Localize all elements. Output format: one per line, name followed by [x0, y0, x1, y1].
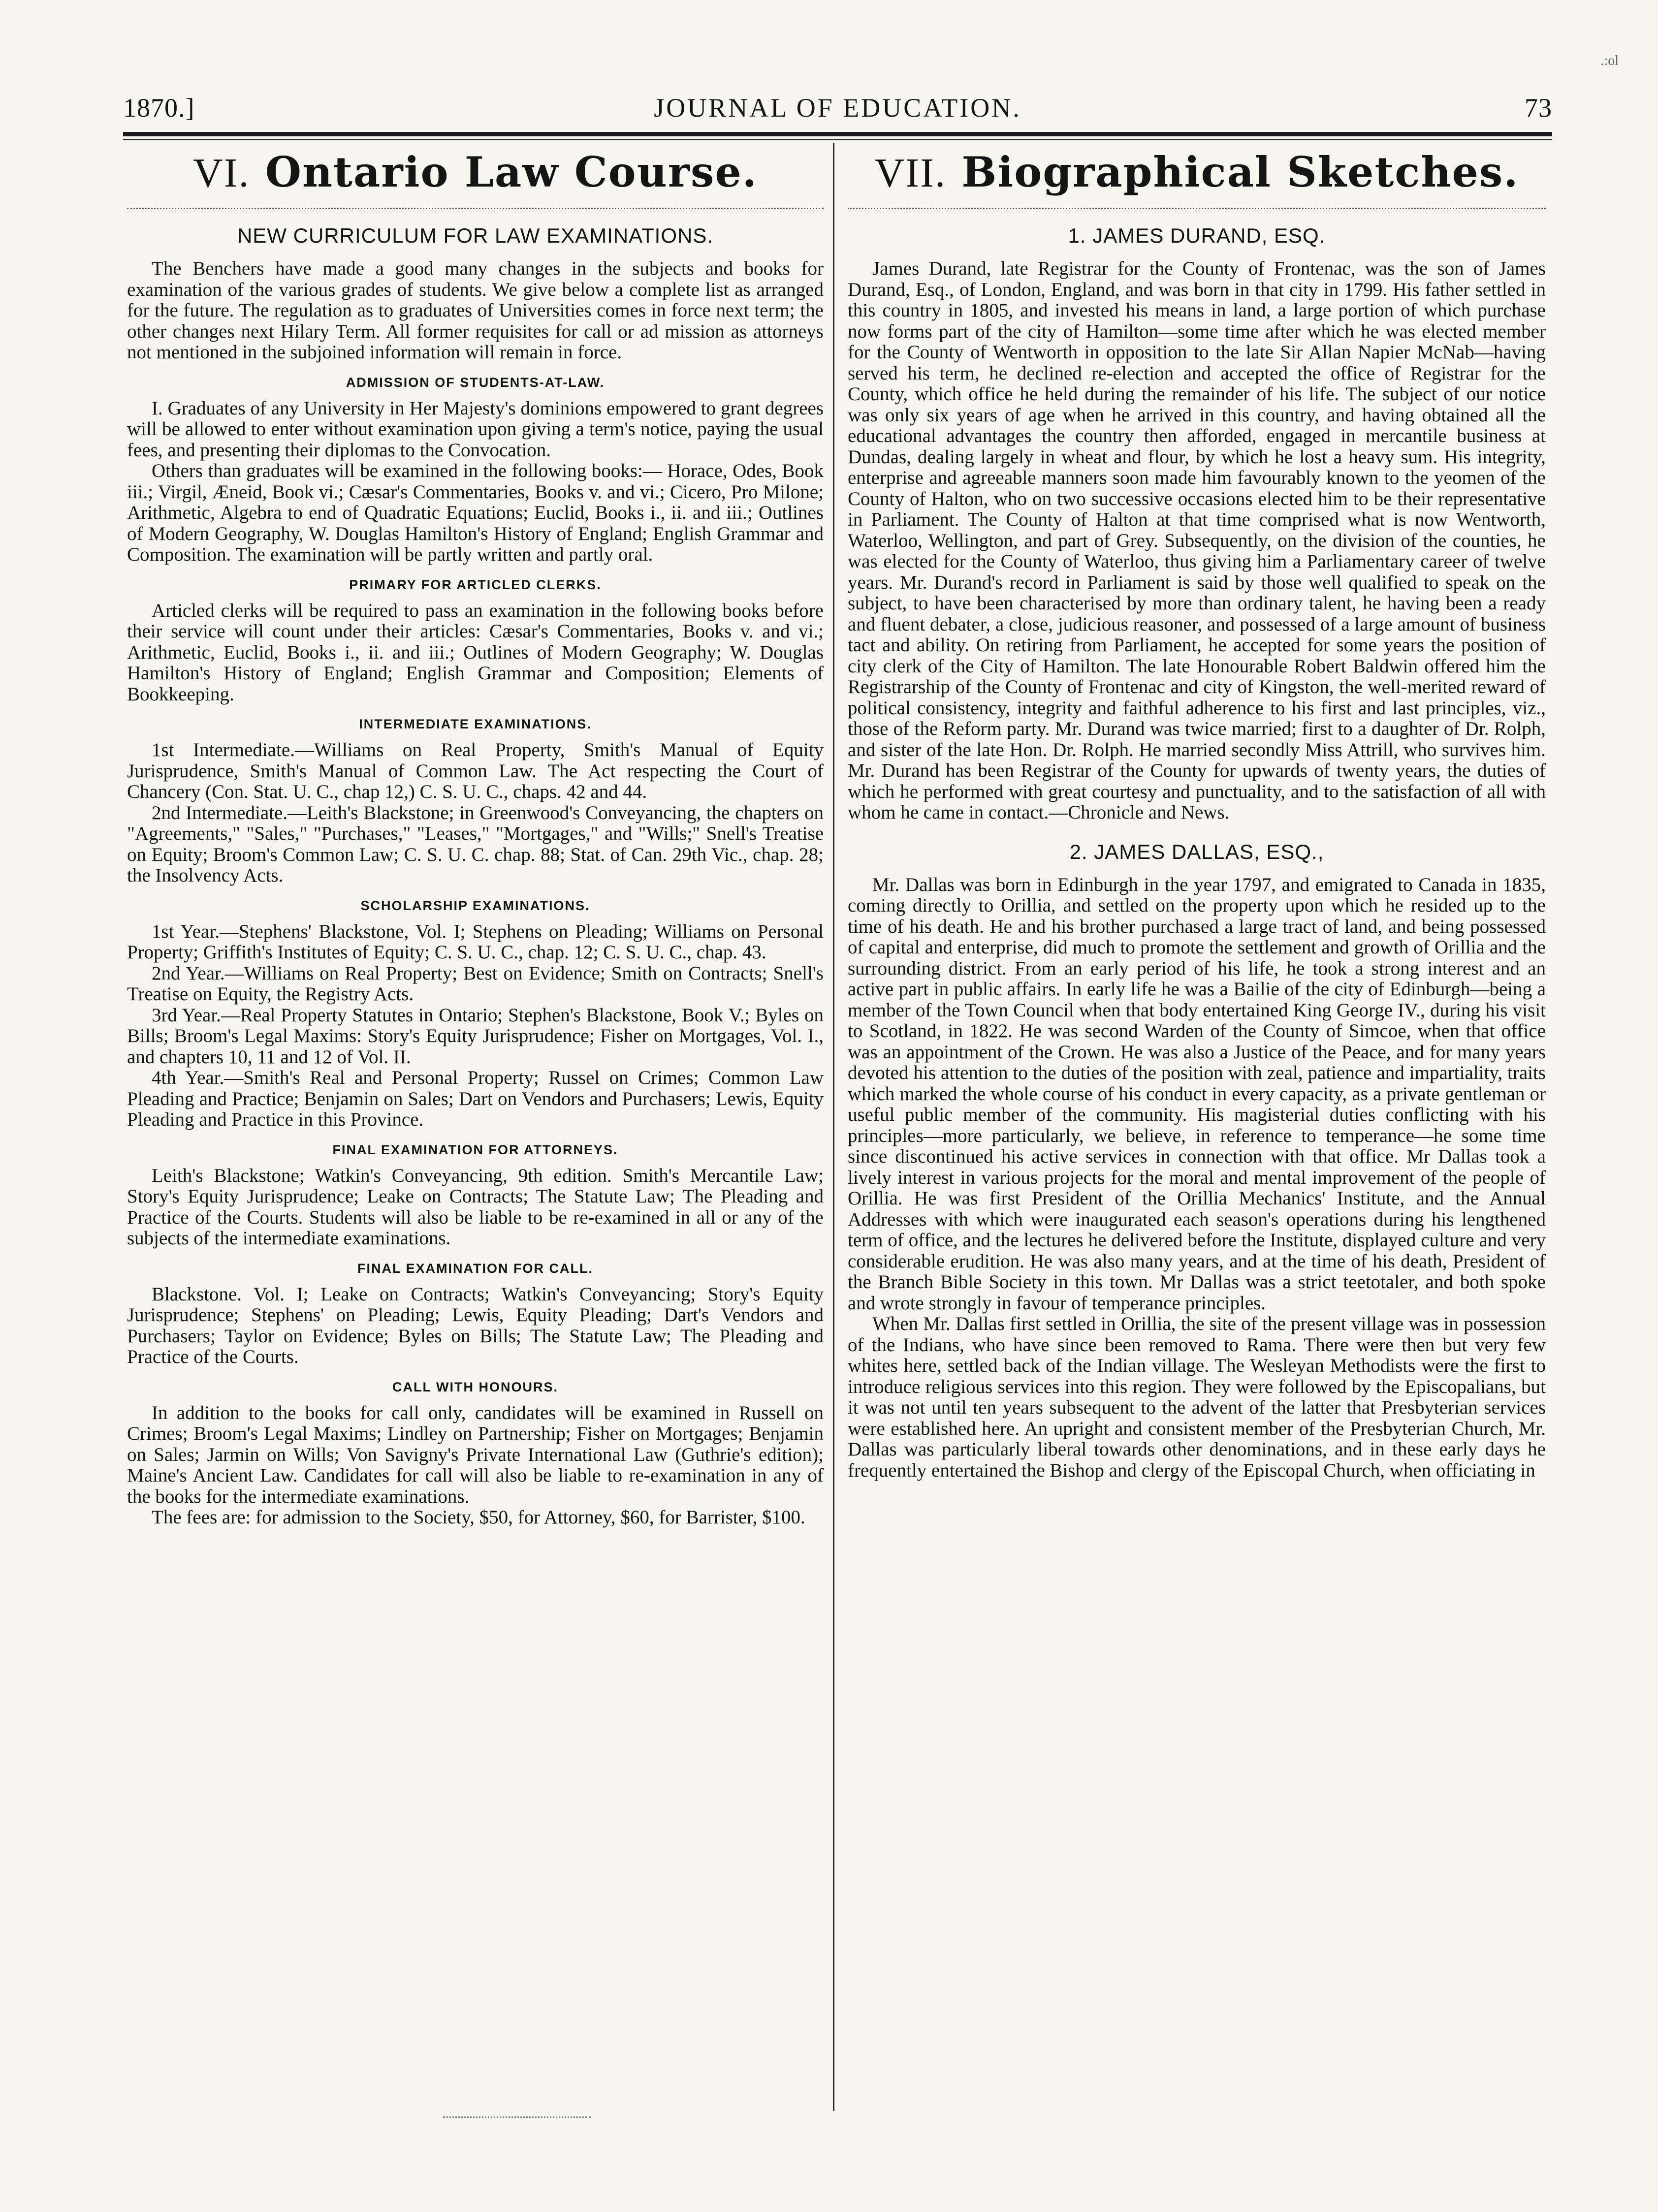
- paragraph-durand: James Durand, late Registrar for the County of Frontenac, was the son of James Durand, Esq., of London, England, and was born in that city in 1799. His father settled in this country in 1805, and invested his means in land, a large portion of which purchase now forms part of the city of Hamilton—some time after which he was elected member for the County of Wentworth in opposition to the late Sir Allan Napier McNab—having served his term, he declined re-election and accepted the office of Registrar for the County, which office he held during the remainder of his life. The subject of our notice was only six years of age when he arrived in this country, and having obtained all the educational advantages the country then afforded, engaged in mercantile business at Dundas, dealing largely in wheat and flour, by which he lost a heavy sum. His integrity, enterprise and agreeable manners soon made him favourably known to the yeomen of the County of Halton, who on two successive occasions elected him to be their representative in Parliament. The County of Halton at that time comprised what is now Wentworth, Waterloo, Wellington, and part of Grey. Subsequently, on the division of the counties, he was elected for the County of Waterloo, thus giving him a Parliamentary career of twelve years. Mr. Durand's record in Parliament is said by those well qualified to speak on the subject, to have been characterised by more than ordinary talent, he having been a ready and fluent debater, a close, judicious reasoner, and possessed of a large amount of business tact and ability. On retiring from Parliament, he accepted for some years the position of city clerk of the City of Hamilton. The late Honourable Robert Baldwin offered him the Registrarship of the County of Frontenac and city of Kingston, the well-merited reward of political consistency, integrity and faithful adherence to his first and last principles, viz., those of the Reform party. Mr. Durand was twice married; first to a daughter of Dr. Rolph, and sister of the late Hon. Dr. Rolph. He married secondly Miss Attrill, who survives him. Mr. Durand has been Registrar of the County for upwards of twenty years, the duties of which he performed with great courtesy and punctuality, and to the satisfaction of all with whom he came in contact.—Chronicle and News.: [848, 258, 1546, 823]
- paragraph-dallas-2: When Mr. Dallas first settled in Orillia, the site of the present village was in possession of the Indians, who have since been removed to Rama. There were then but very few whites here, settled back of the Indian village. The Wesleyan Methodists were the first to introduce religious services into this region. They were followed by the Episcopalians, but it was not until ten years subsequent to the advent of the latter that Presbyterian services were established here. An upright and consistent member of the Presbyterian Church, Mr. Dallas was particularly liberal towards other denominations, and in these early days he frequently entertained the Bishop and clergy of the Episcopal Church, when officiating in: [848, 1313, 1546, 1481]
- corner-mark: .:ol: [1600, 53, 1619, 68]
- article-heading: NEW CURRICULUM FOR LAW EXAMINATIONS.: [237, 224, 714, 247]
- paragraph-admission-2: Others than graduates will be examined in the following books:— Horace, Odes, Book iii.; Virgil, Æneid, Book vi.; Cæsar's Commentaries, Books v. and vi.; Cicero, Pro Milone; Arithmetic, Algebra to end of Quadratic Equations; Euclid, Books i., ii. and iii.; Outlines of Modern Geography, W. Douglas Hamilton's History of England; English Grammar and Composition. The examination will be partly written and partly oral.: [127, 460, 824, 565]
- paragraph-scholarship-1: 1st Year.—Stephens' Blackstone, Vol. I; Stephens on Pleading; Williams on Personal Property; Griffith's Institutes of Equity; C. S. U. C., chap. 12; C. S. U. C., chap. 43.: [127, 920, 824, 963]
- paragraph-scholarship-4: 4th Year.—Smith's Real and Personal Property; Russel on Crimes; Common Law Pleading and Practice; Benjamin on Sales; Dart on Vendors and Purchasers; Lewis, Equity Pleading and Practice in this Province.: [127, 1067, 824, 1130]
- paragraph-scholarship-2: 2nd Year.—Williams on Real Property; Best on Evidence; Smith on Contracts; Snell's Treatise on Equity, the Registry Acts.: [127, 962, 824, 1005]
- paragraph-primary: Articled clerks will be required to pass an examination in the following books before their service will count under their articles: Cæsar's Commentaries, Books v. and vi.; Arithmetic, Euclid, Books i., ii. and iii.; Outlines of Modern Geography; W. Douglas Hamilton's History of England; English Grammar and Composition; Elements of Bookkeeping.: [127, 600, 824, 705]
- page-header: [123, 93, 1552, 132]
- paragraph-intro: The Benchers have made a good many changes in the subjects and books for examination of the various grades of students. We give below a complete list as arranged for the future. The regulation as to graduates of Universities comes in force next term; the other changes next Hilary Term. All former requisites for call or ad mission as attorneys not mentioned in the subjoined information will remain in force.: [127, 258, 824, 363]
- right-column: [848, 148, 1546, 1481]
- paragraph-final-attorneys: Leith's Blackstone; Watkin's Conveyancing, 9th edition. Smith's Mercantile Law; Story's Equity Jurisprudence; Leake on Contracts; The Statute Law; The Pleading and Practice of the Courts. Students will also be liable to be re-examined in all or any of the subjects of the intermediate examinations.: [127, 1165, 824, 1249]
- left-column: [127, 148, 824, 1528]
- header-rule-thick: [123, 132, 1552, 136]
- paragraph-intermediate-1: 1st Intermediate.—Williams on Real Property, Smith's Manual of Equity Jurisprudence, Smith's Manual of Common Law. The Act respecting the Court of Chancery (Con. Stat. U. C., chap 12,) C. S. U. C., chaps. 42 and 44.: [127, 739, 824, 802]
- header-rule-thin: [123, 139, 1552, 140]
- article-heading-dallas: 2. JAMES DALLAS, ESQ.,: [1069, 840, 1324, 863]
- subhead-honours: CALL WITH HONOURS.: [392, 1379, 558, 1394]
- header-journal-title: JOURNAL OF EDUCATION.: [654, 93, 1021, 123]
- header-year: 1870.]: [123, 93, 195, 123]
- subhead-final-call: FINAL EXAMINATION FOR CALL.: [357, 1261, 593, 1276]
- paragraph-intermediate-2: 2nd Intermediate.—Leith's Blackstone; in Greenwood's Conveyancing, the chapters on "Agreements," "Sales," "Purchases," "Leases," "Mortgages," and "Wills;" Snell's Treatise on Equity; Broom's Common Law; C. S. U. C. chap. 88; Stat. of Can. 29th Vic., chap. 28; the Insolvency Acts.: [127, 802, 824, 886]
- subhead-primary: PRIMARY FOR ARTICLED CLERKS.: [349, 577, 602, 592]
- section-title-text: Ontario Law Course.: [265, 148, 758, 196]
- bottom-smudge: [443, 2117, 591, 2120]
- subhead-scholarship: SCHOLARSHIP EXAMINATIONS.: [360, 898, 590, 913]
- section-divider: [127, 208, 824, 209]
- section-number: VI.: [192, 150, 250, 196]
- column-divider: [833, 143, 834, 2111]
- subhead-intermediate: INTERMEDIATE EXAMINATIONS.: [359, 717, 592, 731]
- paragraph-dallas-1: Mr. Dallas was born in Edinburgh in the year 1797, and emigrated to Canada in 1835, coming directly to Orillia, and settled on the property upon which he resided up to the time of his death. He and his brother purchased a large tract of land, and being possessed of capital and enterprise, did much to promote the settlement and growth of Orillia and the surrounding district. From an early period of his life, he took a strong interest and an active part in public affairs. In early life he was a Bailie of the city of Edinburgh—being a member of the Town Council when that body entertained King George IV., during his visit to Scotland, in 1822. He was second Warden of the County of Simcoe, when that office was an appointment of the Crown. He was also a Justice of the Peace, and for many years devoted his attention to the duties of the position with zeal, patience and impartiality, traits which marked the whole course of his conduct in every capacity, as a private gentleman or useful public member of the community. His magisterial duties conflicting with his principles—more particularly, we believe, in reference to temperance—he some time since discontinued his active services in connection with that office. Mr Dallas took a lively interest in various projects for the moral and mental improvement of the people of Orillia. He was first President of the Orillia Mechanics' Institute, and the Annual Addresses with which were inaugurated each season's operations during his lengthened term of office, and the lectures he delivered before the Institute, displayed culture and very considerable erudition. He was also many years, and at the time of his death, President of the Branch Bible Society in this town. Mr Dallas was a strict teetotaler, and both spoke and wrote strongly in favour of temperance principles.: [848, 874, 1546, 1314]
- section-title-law-course: [127, 148, 824, 197]
- section-number: VII.: [874, 150, 947, 196]
- section-divider: [848, 208, 1546, 209]
- subhead-admission: ADMISSION OF STUDENTS-AT-LAW.: [346, 375, 605, 390]
- paragraph-honours: In addition to the books for call only, candidates will be examined in Russell on Crimes; Broom's Legal Maxims; Lindley on Partnership; Fisher on Mortgages; Benjamin on Sales; Jarmin on Wills; Von Savigny's Private International Law (Guthrie's edition); Maine's Ancient Law. Candidates for call will also be liable to re-examination in any of the books for the intermediate examinations.: [127, 1402, 824, 1507]
- header-page-number: 73: [1525, 93, 1552, 123]
- subhead-final-attorneys: FINAL EXAMINATION FOR ATTORNEYS.: [332, 1142, 618, 1157]
- paragraph-fees: The fees are: for admission to the Society, $50, for Attorney, $60, for Barrister, $100.: [152, 1507, 805, 1528]
- paragraph-scholarship-3: 3rd Year.—Real Property Statutes in Ontario; Stephen's Blackstone, Book V.; Byles on Bills; Broom's Legal Maxims: Story's Equity Jurisprudence; Fisher on Mortgages, Vol. I., and chapters 10, 11 and 12 of Vol. II.: [127, 1004, 824, 1068]
- paragraph-admission-1: I. Graduates of any University in Her Majesty's dominions empowered to grant degrees will be allowed to enter without examination upon giving a term's notice, paying the usual fees, and presenting their diplomas to the Convocation.: [127, 397, 824, 461]
- paragraph-final-call: Blackstone. Vol. I; Leake on Contracts; Watkin's Conveyancing; Story's Equity Jurisprudence; Stephens' on Pleading; Lewis, Equity Pleading; Dart's Vendors and Purchasers; Taylor on Evidence; Byles on Bills; The Statute Law; The Pleading and Practice of the Courts.: [127, 1283, 824, 1367]
- section-title-text: Biographical Sketches.: [961, 148, 1519, 196]
- section-title-biographical: [848, 148, 1546, 197]
- article-heading-durand: 1. JAMES DURAND, ESQ.: [1068, 224, 1326, 247]
